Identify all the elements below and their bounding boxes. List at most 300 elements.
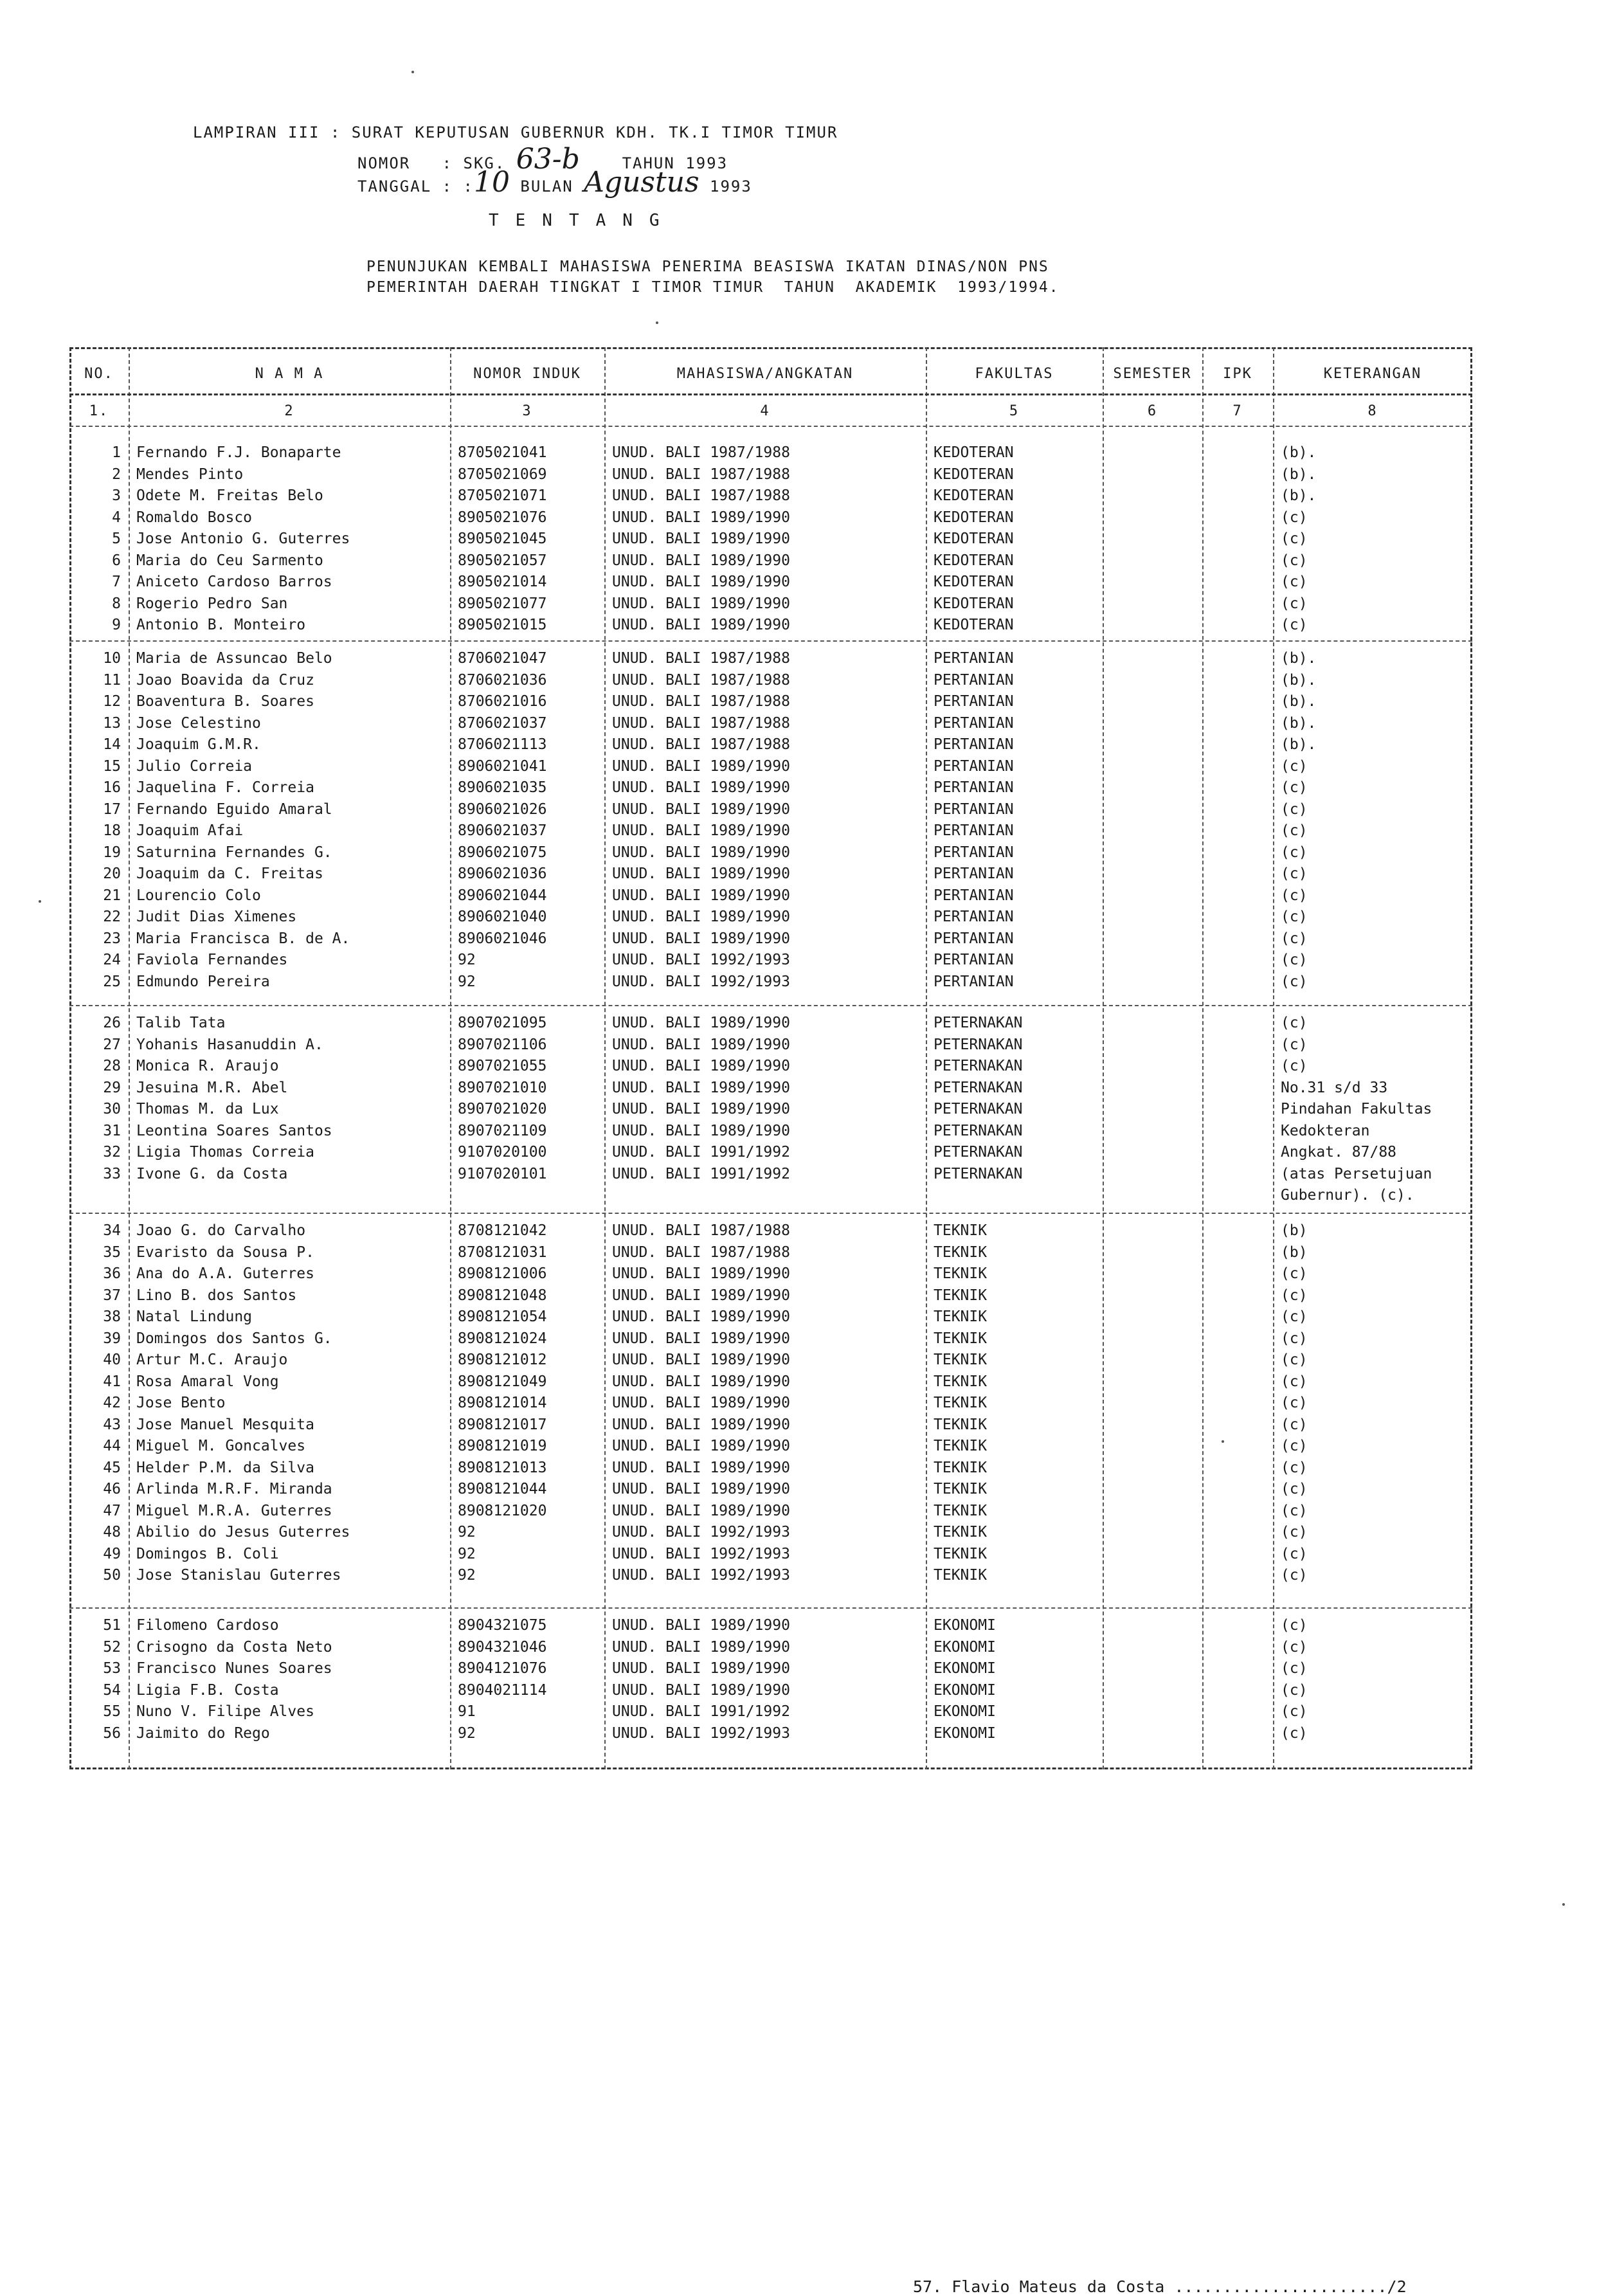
row-no: 2 (112, 466, 121, 483)
row-angkatan: UNUD. BALI 1989/1990 (612, 1265, 790, 1282)
row-nomor-induk: 8908121006 (458, 1265, 547, 1282)
row-no: 7 (112, 574, 121, 590)
row-fakultas: PETERNAKAN (934, 1079, 1023, 1096)
column-number: 6 (1147, 403, 1158, 419)
row-angkatan: UNUD. BALI 1989/1990 (612, 552, 790, 569)
row-angkatan: UNUD. BALI 1987/1988 (612, 736, 790, 753)
column-divider (450, 347, 451, 1769)
row-fakultas: PETERNAKAN (934, 1144, 1023, 1161)
bulan-label: BULAN (520, 177, 573, 195)
row-keterangan: (c) (1281, 574, 1308, 590)
row-nama: Edmundo Pereira (136, 973, 270, 990)
row-keterangan: Angkat. 87/88 (1281, 1144, 1397, 1161)
row-keterangan: (c) (1281, 1265, 1308, 1282)
row-no: 44 (103, 1438, 121, 1454)
row-nomor-induk: 8908121017 (458, 1416, 547, 1433)
row-no: 17 (103, 800, 121, 818)
row-nomor-induk: 8908121024 (458, 1330, 547, 1347)
row-keterangan: (c) (1281, 509, 1308, 526)
column-header: SEMESTER (1113, 366, 1192, 382)
row-no: 42 (103, 1395, 121, 1411)
row-no: 15 (103, 757, 121, 775)
column-divider (129, 347, 130, 1769)
row-angkatan: UNUD. BALI 1989/1990 (612, 1638, 790, 1656)
row-nomor-induk: 8906021036 (458, 865, 547, 882)
row-nomor-induk: 8905021045 (458, 530, 547, 547)
row-angkatan: UNUD. BALI 1991/1992 (612, 1144, 790, 1161)
row-no: 6 (112, 552, 121, 569)
row-nomor-induk: 8908121049 (458, 1373, 547, 1390)
row-no: 43 (103, 1416, 121, 1433)
row-nama: Domingos B. Coli (136, 1545, 279, 1562)
row-fakultas: TEKNIK (934, 1438, 988, 1454)
row-nama: Mendes Pinto (136, 466, 244, 483)
row-angkatan: UNUD. BALI 1989/1990 (612, 1122, 790, 1139)
row-keterangan: (c) (1281, 1545, 1308, 1562)
row-nomor-induk: 8908121013 (458, 1459, 547, 1476)
row-nomor-induk: 8904321046 (458, 1638, 547, 1656)
row-fakultas: TEKNIK (934, 1416, 988, 1433)
row-nomor-induk: 8906021035 (458, 779, 547, 796)
row-no: 10 (103, 650, 121, 667)
row-angkatan: UNUD. BALI 1989/1990 (612, 1416, 790, 1433)
row-nama: Antonio B. Monteiro (136, 617, 306, 633)
row-nama: Saturnina Fernandes G. (136, 844, 332, 861)
row-fakultas: TEKNIK (934, 1373, 988, 1390)
row-no: 46 (103, 1481, 121, 1497)
row-fakultas: KEDOTERAN (934, 530, 1014, 547)
lampiran-line: LAMPIRAN III : SURAT KEPUTUSAN GUBERNUR KDH. TK.I TIMOR TIMUR (193, 123, 838, 141)
row-nama: Thomas M. da Lux (136, 1101, 279, 1117)
row-fakultas: PERTANIAN (934, 887, 1014, 904)
row-nama: Abilio do Jesus Guterres (136, 1524, 350, 1541)
row-nomor-induk: 8904021114 (458, 1681, 547, 1699)
row-keterangan: (b) (1281, 1243, 1308, 1261)
table-rule (69, 1005, 1472, 1006)
row-nomor-induk: 8905021057 (458, 552, 547, 569)
row-nomor-induk: 8708121031 (458, 1243, 547, 1261)
row-nama: Ligia Thomas Correia (136, 1144, 314, 1161)
row-nomor-induk: 92 (458, 952, 476, 968)
subject-line-1: PENUNJUKAN KEMBALI MAHASISWA PENERIMA BEASISWA IKATAN DINAS/NON PNS (366, 258, 1049, 275)
row-nomor-induk: 92 (458, 973, 476, 990)
row-nomor-induk: 9107020100 (458, 1144, 547, 1161)
row-angkatan: UNUD. BALI 1992/1993 (612, 1567, 790, 1584)
row-no: 35 (103, 1243, 121, 1261)
row-keterangan: (b). (1281, 736, 1317, 753)
row-angkatan: UNUD. BALI 1989/1990 (612, 930, 790, 947)
row-keterangan: (c) (1281, 952, 1308, 968)
row-keterangan: (c) (1281, 887, 1308, 904)
column-number: 2 (284, 403, 294, 419)
row-keterangan: Gubernur). (c). (1281, 1187, 1414, 1204)
row-nama: Maria Francisca B. de A. (136, 930, 350, 947)
row-nama: Jaimito do Rego (136, 1724, 270, 1742)
row-nama: Jose Manuel Mesquita (136, 1416, 314, 1433)
subject-line-2: PEMERINTAH DAERAH TINGKAT I TIMOR TIMUR TAHUN AKADEMIK 1993/1994. (366, 279, 1060, 296)
row-nama: Jose Stanislau Guterres (136, 1567, 341, 1584)
row-angkatan: UNUD. BALI 1989/1990 (612, 887, 790, 904)
row-no: 33 (103, 1165, 121, 1182)
column-number: 4 (760, 403, 770, 419)
row-fakultas: PETERNAKAN (934, 1015, 1023, 1031)
row-keterangan: (c) (1281, 973, 1308, 990)
row-nomor-induk: 8906021075 (458, 844, 547, 861)
row-angkatan: UNUD. BALI 1992/1993 (612, 1524, 790, 1541)
row-nomor-induk: 8705021041 (458, 444, 547, 461)
row-nomor-induk: 8906021040 (458, 908, 547, 925)
row-fakultas: PERTANIAN (934, 865, 1014, 882)
row-keterangan: (c) (1281, 1058, 1308, 1074)
column-header: KETERANGAN (1323, 366, 1422, 382)
row-fakultas: PERTANIAN (934, 714, 1014, 732)
table-rule (69, 1607, 1472, 1609)
row-fakultas: PETERNAKAN (934, 1101, 1023, 1117)
row-keterangan: (c) (1281, 1524, 1308, 1541)
scan-speck (1562, 1903, 1565, 1906)
row-angkatan: UNUD. BALI 1987/1988 (612, 671, 790, 689)
row-fakultas: EKONOMI (934, 1660, 996, 1677)
row-keterangan: No.31 s/d 33 (1281, 1079, 1388, 1096)
row-no: 37 (103, 1287, 121, 1304)
row-fakultas: EKONOMI (934, 1638, 996, 1656)
row-keterangan: (c) (1281, 1660, 1308, 1677)
row-keterangan: (c) (1281, 1036, 1308, 1053)
row-keterangan: (b). (1281, 650, 1317, 667)
row-fakultas: PERTANIAN (934, 973, 1014, 990)
bulan-handwritten: Agustus (584, 166, 699, 199)
column-divider (604, 347, 606, 1769)
row-no: 5 (112, 530, 121, 547)
row-keterangan: (c) (1281, 1351, 1308, 1368)
row-angkatan: UNUD. BALI 1992/1993 (612, 1545, 790, 1562)
row-fakultas: PERTANIAN (934, 800, 1014, 818)
row-angkatan: UNUD. BALI 1991/1992 (612, 1703, 790, 1720)
table-rule (69, 426, 1472, 427)
row-fakultas: KEDOTERAN (934, 595, 1014, 612)
row-keterangan: (c) (1281, 1373, 1308, 1390)
row-no: 14 (103, 736, 121, 753)
row-no: 12 (103, 693, 121, 710)
row-fakultas: KEDOTERAN (934, 552, 1014, 569)
row-fakultas: PERTANIAN (934, 779, 1014, 796)
row-angkatan: UNUD. BALI 1989/1990 (612, 1036, 790, 1053)
row-nama: Ligia F.B. Costa (136, 1681, 279, 1699)
row-angkatan: UNUD. BALI 1989/1990 (612, 1351, 790, 1368)
row-angkatan: UNUD. BALI 1989/1990 (612, 509, 790, 526)
row-fakultas: KEDOTERAN (934, 466, 1014, 483)
row-keterangan: (c) (1281, 1502, 1308, 1519)
row-nama: Odete M. Freitas Belo (136, 487, 323, 504)
row-fakultas: PERTANIAN (934, 822, 1014, 839)
row-fakultas: KEDOTERAN (934, 444, 1014, 461)
row-angkatan: UNUD. BALI 1991/1992 (612, 1165, 790, 1182)
row-no: 11 (103, 671, 121, 689)
row-no: 21 (103, 887, 121, 904)
row-keterangan: (c) (1281, 595, 1308, 612)
row-angkatan: UNUD. BALI 1989/1990 (612, 1395, 790, 1411)
row-keterangan: (c) (1281, 844, 1308, 861)
column-header: FAKULTAS (975, 366, 1054, 382)
row-nomor-induk: 8906021046 (458, 930, 547, 947)
row-no: 8 (112, 595, 121, 612)
row-nama: Fernando F.J. Bonaparte (136, 444, 341, 461)
row-keterangan: (c) (1281, 800, 1308, 818)
row-angkatan: UNUD. BALI 1987/1988 (612, 1243, 790, 1261)
row-nama: Artur M.C. Araujo (136, 1351, 288, 1368)
column-divider (926, 347, 927, 1769)
row-no: 18 (103, 822, 121, 839)
row-no: 1 (112, 444, 121, 461)
row-nomor-induk: 9107020101 (458, 1165, 547, 1182)
row-nomor-induk: 8908121014 (458, 1395, 547, 1411)
row-keterangan: (b) (1281, 1222, 1308, 1239)
row-nomor-induk: 8907021106 (458, 1036, 547, 1053)
row-nomor-induk: 8907021020 (458, 1101, 547, 1117)
row-no: 29 (103, 1079, 121, 1096)
row-keterangan: Kedokteran (1281, 1122, 1370, 1139)
row-keterangan: (c) (1281, 1681, 1308, 1699)
nomor-label: NOMOR : SKG. (357, 154, 506, 172)
row-fakultas: TEKNIK (934, 1524, 988, 1541)
row-keterangan: (c) (1281, 1617, 1308, 1634)
row-keterangan: (c) (1281, 779, 1308, 796)
row-keterangan: (c) (1281, 1308, 1308, 1325)
column-header: IPK (1223, 366, 1252, 382)
row-no: 39 (103, 1330, 121, 1347)
row-keterangan: (c) (1281, 530, 1308, 547)
table-rule (69, 1213, 1472, 1214)
row-nama: Jose Antonio G. Guterres (136, 530, 350, 547)
tanggal-label: TANGGAL : : (357, 177, 474, 195)
row-nomor-induk: 8908121020 (458, 1502, 547, 1519)
row-nama: Jose Celestino (136, 714, 261, 732)
row-nama: Faviola Fernandes (136, 952, 288, 968)
row-keterangan: (c) (1281, 1703, 1308, 1720)
row-nama: Joaquim da C. Freitas (136, 865, 323, 882)
table-rule (69, 640, 1472, 642)
row-no: 4 (112, 509, 121, 526)
row-nama: Joao Boavida da Cruz (136, 671, 314, 689)
row-keterangan: (atas Persetujuan (1281, 1165, 1432, 1182)
row-fakultas: PERTANIAN (934, 844, 1014, 861)
row-angkatan: UNUD. BALI 1987/1988 (612, 714, 790, 732)
row-angkatan: UNUD. BALI 1989/1990 (612, 1101, 790, 1117)
row-angkatan: UNUD. BALI 1989/1990 (612, 1015, 790, 1031)
row-angkatan: UNUD. BALI 1989/1990 (612, 844, 790, 861)
row-fakultas: PERTANIAN (934, 736, 1014, 753)
row-angkatan: UNUD. BALI 1992/1993 (612, 1724, 790, 1742)
row-fakultas: EKONOMI (934, 1703, 996, 1720)
row-nama: Romaldo Bosco (136, 509, 253, 526)
row-no: 41 (103, 1373, 121, 1390)
row-no: 40 (103, 1351, 121, 1368)
row-nama: Evaristo da Sousa P. (136, 1243, 314, 1261)
row-nama: Miguel M.R.A. Guterres (136, 1502, 332, 1519)
row-no: 16 (103, 779, 121, 796)
row-nama: Maria de Assuncao Belo (136, 650, 332, 667)
row-keterangan: (c) (1281, 1330, 1308, 1347)
row-fakultas: TEKNIK (934, 1351, 988, 1368)
row-no: 51 (103, 1617, 121, 1634)
row-nomor-induk: 8904321075 (458, 1617, 547, 1634)
row-nomor-induk: 92 (458, 1724, 476, 1742)
row-nomor-induk: 92 (458, 1545, 476, 1562)
row-no: 24 (103, 952, 121, 968)
row-no: 20 (103, 865, 121, 882)
row-fakultas: PERTANIAN (934, 908, 1014, 925)
scan-speck (411, 71, 414, 73)
row-angkatan: UNUD. BALI 1989/1990 (612, 1330, 790, 1347)
row-nomor-induk: 8908121048 (458, 1287, 547, 1304)
row-keterangan: (b). (1281, 671, 1317, 689)
column-number: 1. (89, 403, 109, 419)
row-nomor-induk: 8906021044 (458, 887, 547, 904)
row-nama: Ivone G. da Costa (136, 1165, 288, 1182)
row-nama: Yohanis Hasanuddin A. (136, 1036, 323, 1053)
column-divider (1273, 347, 1274, 1769)
row-nama: Helder P.M. da Silva (136, 1459, 314, 1476)
row-no: 52 (103, 1638, 121, 1656)
row-nomor-induk: 8905021077 (458, 595, 547, 612)
row-fakultas: TEKNIK (934, 1330, 988, 1347)
row-fakultas: PERTANIAN (934, 650, 1014, 667)
tanggal-line (357, 166, 752, 199)
row-nomor-induk: 8706021037 (458, 714, 547, 732)
row-no: 55 (103, 1703, 121, 1720)
row-nama: Joaquim G.M.R. (136, 736, 261, 753)
column-divider (1103, 347, 1104, 1769)
row-no: 47 (103, 1502, 121, 1519)
row-fakultas: TEKNIK (934, 1545, 988, 1562)
row-nomor-induk: 8905021014 (458, 574, 547, 590)
row-angkatan: UNUD. BALI 1989/1990 (612, 757, 790, 775)
row-keterangan: (c) (1281, 1287, 1308, 1304)
row-fakultas: TEKNIK (934, 1287, 988, 1304)
row-fakultas: PETERNAKAN (934, 1122, 1023, 1139)
row-nomor-induk: 8908121044 (458, 1481, 547, 1497)
column-header: NO. (84, 366, 114, 382)
row-no: 34 (103, 1222, 121, 1239)
row-nama: Nuno V. Filipe Alves (136, 1703, 314, 1720)
row-keterangan: (c) (1281, 757, 1308, 775)
row-fakultas: KEDOTERAN (934, 617, 1014, 633)
row-nomor-induk: 8907021095 (458, 1015, 547, 1031)
row-angkatan: UNUD. BALI 1989/1990 (612, 595, 790, 612)
row-nama: Filomeno Cardoso (136, 1617, 279, 1634)
row-no: 9 (112, 617, 121, 633)
row-nomor-induk: 8905021015 (458, 617, 547, 633)
row-fakultas: PERTANIAN (934, 693, 1014, 710)
row-fakultas: EKONOMI (934, 1724, 996, 1742)
row-angkatan: UNUD. BALI 1989/1990 (612, 1373, 790, 1390)
row-nomor-induk: 8908121054 (458, 1308, 547, 1325)
row-fakultas: TEKNIK (934, 1502, 988, 1519)
row-keterangan: (c) (1281, 908, 1308, 925)
row-keterangan: (c) (1281, 617, 1308, 633)
tentang-heading: TENTANG (489, 211, 676, 230)
column-number: 7 (1232, 403, 1243, 419)
continuation-footer: 57. Flavio Mateus da Costa ....................../2 (913, 2277, 1407, 2296)
row-angkatan: UNUD. BALI 1987/1988 (612, 693, 790, 710)
nomor-handwritten: 63-b (516, 143, 580, 176)
scan-speck (656, 321, 658, 324)
row-nama: Arlinda M.R.F. Miranda (136, 1481, 332, 1497)
row-no: 53 (103, 1660, 121, 1677)
row-nama: Monica R. Araujo (136, 1058, 279, 1074)
row-nama: Miguel M. Goncalves (136, 1438, 306, 1454)
row-nama: Francisco Nunes Soares (136, 1660, 332, 1677)
table-rule (69, 393, 1472, 395)
row-keterangan: (c) (1281, 1481, 1308, 1497)
row-nama: Crisogno da Costa Neto (136, 1638, 332, 1656)
row-angkatan: UNUD. BALI 1989/1990 (612, 1481, 790, 1497)
row-no: 38 (103, 1308, 121, 1325)
row-angkatan: UNUD. BALI 1989/1990 (612, 530, 790, 547)
row-nomor-induk: 8908121019 (458, 1438, 547, 1454)
row-no: 13 (103, 714, 121, 732)
row-fakultas: TEKNIK (934, 1265, 988, 1282)
row-angkatan: UNUD. BALI 1987/1988 (612, 1222, 790, 1239)
row-keterangan: (b). (1281, 714, 1317, 732)
row-nama: Joao G. do Carvalho (136, 1222, 306, 1239)
bulan-year: 1993 (710, 177, 752, 195)
column-number: 8 (1367, 403, 1378, 419)
row-fakultas: TEKNIK (934, 1222, 988, 1239)
column-header: NOMOR INDUK (473, 366, 581, 382)
row-no: 27 (103, 1036, 121, 1053)
row-nomor-induk: 8907021109 (458, 1122, 547, 1139)
row-fakultas: EKONOMI (934, 1617, 996, 1634)
row-nomor-induk: 8706021036 (458, 671, 547, 689)
row-fakultas: TEKNIK (934, 1459, 988, 1476)
row-fakultas: TEKNIK (934, 1481, 988, 1497)
row-fakultas: TEKNIK (934, 1308, 988, 1325)
row-nomor-induk: 8706021113 (458, 736, 547, 753)
row-no: 45 (103, 1459, 121, 1476)
row-nama: Jose Bento (136, 1395, 226, 1411)
row-keterangan: (c) (1281, 822, 1308, 839)
column-number: 5 (1009, 403, 1020, 419)
row-no: 3 (112, 487, 121, 504)
row-keterangan: (c) (1281, 1015, 1308, 1031)
row-angkatan: UNUD. BALI 1989/1990 (612, 1287, 790, 1304)
row-keterangan: (c) (1281, 865, 1308, 882)
row-nomor-induk: 8905021076 (458, 509, 547, 526)
row-nama: Aniceto Cardoso Barros (136, 574, 332, 590)
row-fakultas: PERTANIAN (934, 930, 1014, 947)
row-no: 36 (103, 1265, 121, 1282)
row-no: 50 (103, 1567, 121, 1584)
row-keterangan: (b). (1281, 444, 1317, 461)
row-nomor-induk: 8904121076 (458, 1660, 547, 1677)
row-no: 32 (103, 1144, 121, 1161)
row-nama: Judit Dias Ximenes (136, 908, 297, 925)
column-header: N A M A (255, 366, 324, 382)
row-fakultas: TEKNIK (934, 1243, 988, 1261)
row-fakultas: PETERNAKAN (934, 1036, 1023, 1053)
row-keterangan: (b). (1281, 487, 1317, 504)
row-keterangan: (b). (1281, 693, 1317, 710)
row-nama: Boaventura B. Soares (136, 693, 314, 710)
row-no: 22 (103, 908, 121, 925)
row-fakultas: PETERNAKAN (934, 1058, 1023, 1074)
row-angkatan: UNUD. BALI 1987/1988 (612, 487, 790, 504)
row-angkatan: UNUD. BALI 1989/1990 (612, 1079, 790, 1096)
row-nomor-induk: 8708121042 (458, 1222, 547, 1239)
row-keterangan: (c) (1281, 1438, 1308, 1454)
row-fakultas: KEDOTERAN (934, 487, 1014, 504)
